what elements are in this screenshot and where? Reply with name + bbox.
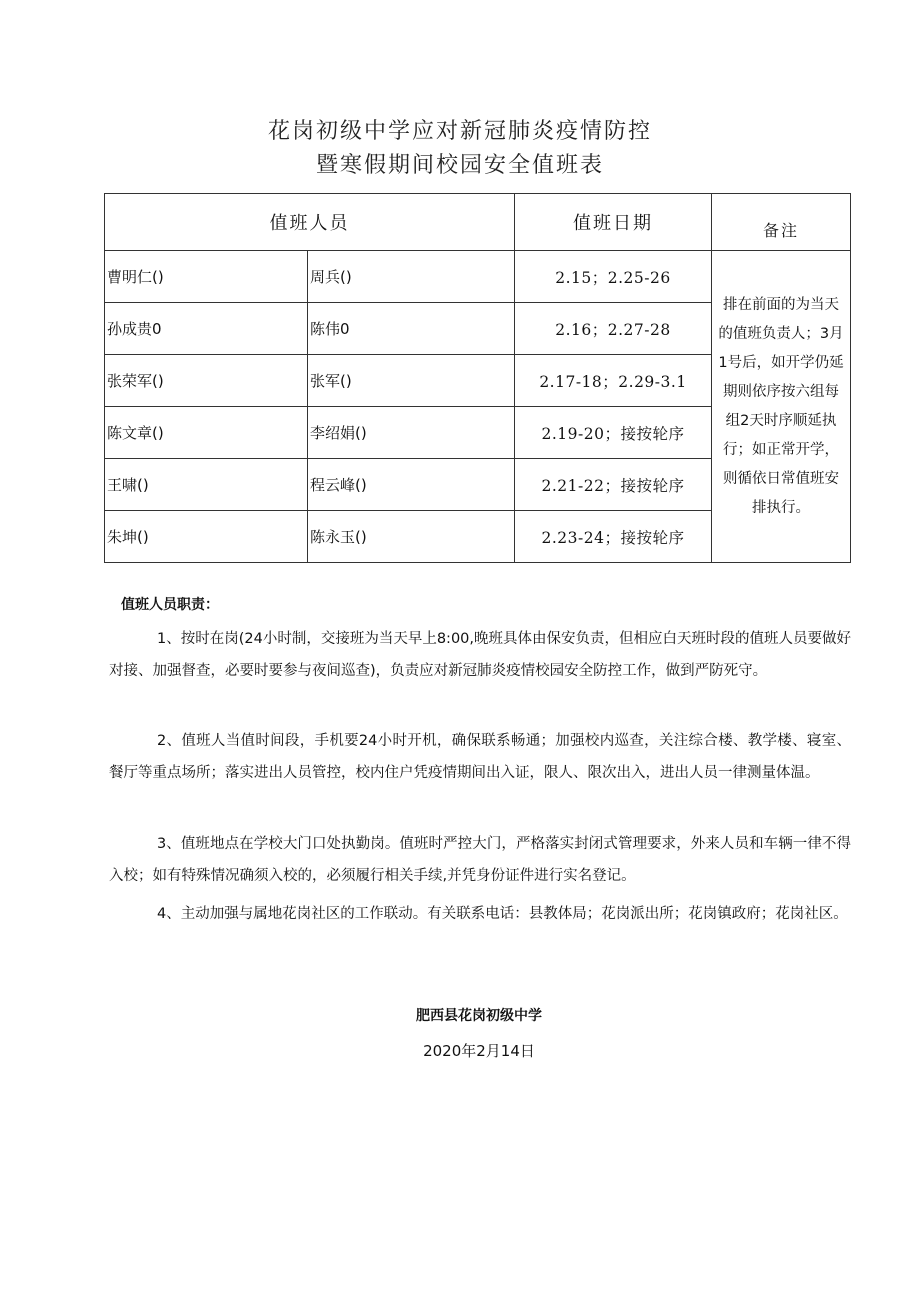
signature-organization: 肥西县花岗初级中学: [416, 1008, 542, 1024]
person1-cell: 陈文章(): [105, 407, 308, 459]
table-header-row: [105, 194, 851, 251]
person1-cell: 曹明仁(): [105, 251, 308, 303]
person2-cell: 程云峰(): [308, 459, 515, 511]
person2-cell: 陈伟0: [308, 303, 515, 355]
table-row: [105, 251, 851, 303]
header-date: 值班日期: [515, 194, 712, 251]
document-title-line2: 暨寒假期间校园安全值班表: [315, 153, 604, 178]
person1-cell: 孙成贵0: [105, 303, 308, 355]
duty-item-1: 1、按时在岗(24小时制，交接班为当天早上8:00,晚班具体由保安负责，但相应白天班时段的值班人员要做好对接、加强督查，必要时要参与夜间巡查)，负责应对新冠肺炎疫情校园安全防控工作，做到严防死守。: [109, 631, 851, 679]
duties-heading: 值班人员职责：: [121, 597, 219, 613]
header-staff: 值班人员: [105, 194, 515, 251]
document-title-line1: 花岗初级中学应对新冠肺炎疫情防控: [267, 119, 652, 144]
person1-cell: 王啸(): [105, 459, 308, 511]
date-cell: 2.17-18；2.29-3.1: [515, 355, 712, 407]
signature-date: 2020年2月14日: [423, 1042, 535, 1060]
duty-schedule-table: [104, 193, 851, 563]
person1-cell: 朱坤(): [105, 511, 308, 563]
person1-cell: 张荣军(): [105, 355, 308, 407]
duty-item-3: 3、值班地点在学校大门口处执勤岗。值班时严控大门，严格落实封闭式管理要求，外来人员和车辆一律不得入校；如有特殊情况确须入校的，必须履行相关手续,并凭身份证件进行实名登记。: [109, 836, 851, 884]
person2-cell: 张军(): [308, 355, 515, 407]
date-cell: 2.23-24；接按轮序: [515, 511, 712, 563]
duty-item-2: 2、值班人当值时间段，手机要24小时开机，确保联系畅通；加强校内巡查，关注综合楼、教学楼、寝室、餐厅等重点场所；落实进出人员管控，校内住户凭疫情期间出入证，限人、限次出入，进出人员一律测量体温。: [109, 733, 851, 781]
date-cell: 2.15；2.25-26: [515, 251, 712, 303]
remark-cell: 排在前面的为当天的值班负责人；3月1号后，如开学仍延期则依序按六组每组2天时序顺延执行；如正常开学，则循依日常值班安排执行。: [712, 251, 851, 563]
duty-item-4: 4、主动加强与属地花岗社区的工作联动。有关联系电话：县教体局；花岗派出所；花岗镇政府；花岗社区。: [157, 906, 848, 922]
person2-cell: 李绍娟(): [308, 407, 515, 459]
header-remark: 备注: [712, 194, 851, 251]
person2-cell: 周兵(): [308, 251, 515, 303]
person2-cell: 陈永玉(): [308, 511, 515, 563]
date-cell: 2.21-22；接按轮序: [515, 459, 712, 511]
date-cell: 2.16；2.27-28: [515, 303, 712, 355]
date-cell: 2.19-20；接按轮序: [515, 407, 712, 459]
